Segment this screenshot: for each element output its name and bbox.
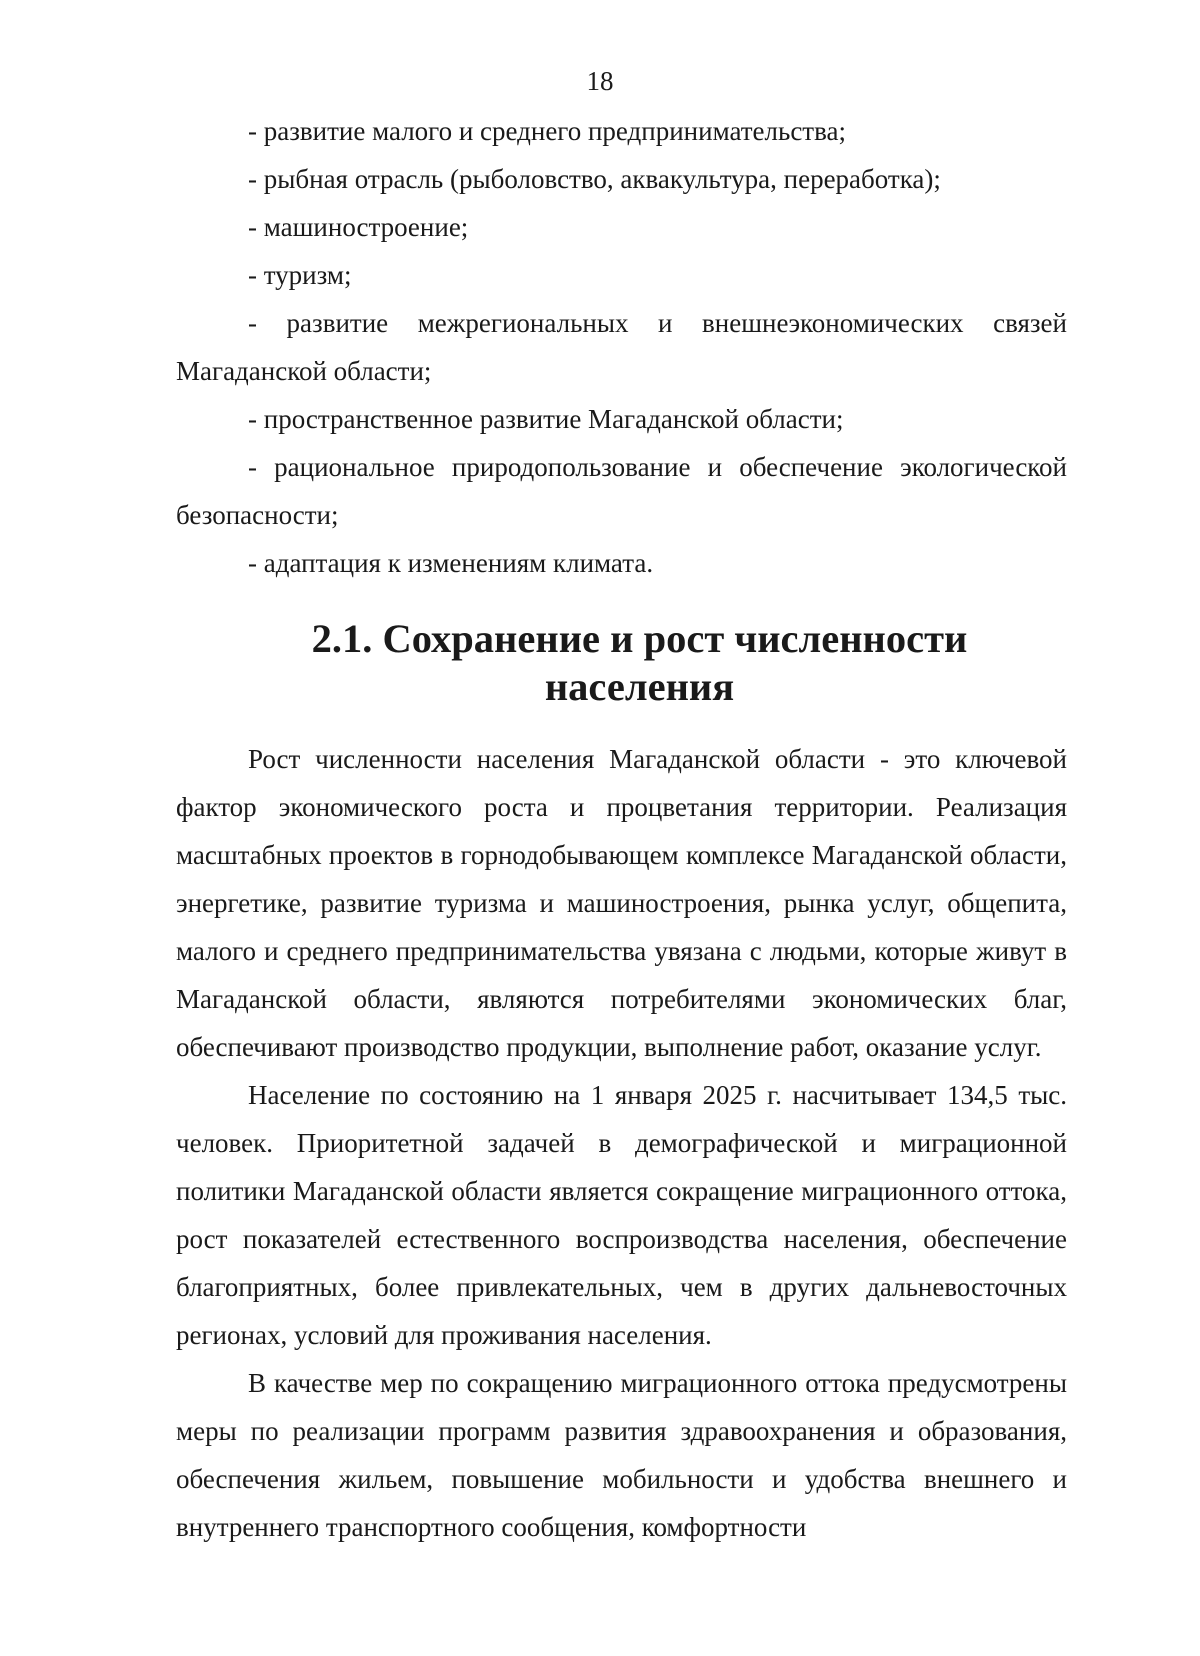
list-item: - туризм; <box>248 260 352 290</box>
list-item: - пространственное развитие Магаданской области; <box>248 404 844 434</box>
body-paragraph: В качестве мер по сокращению миграционного оттока предусмотрены меры по реализации программ развития здравоохранения и образования, обеспечения жильем, повышение мобильности и удобства внешнего и внутреннего транспортного сообщения, комфортности <box>176 1368 1067 1542</box>
list-item: - адаптация к изменениям климата. <box>248 548 654 578</box>
list-item: - развитие малого и среднего предпринимательства; <box>248 116 846 146</box>
page-number: 18 <box>586 66 614 96</box>
list-item: - развитие межрегиональных и внешнеэкономических связей Магаданской области; <box>176 308 1067 386</box>
list-item: - рыбная отрасль (рыболовство, аквакультура, переработка); <box>248 164 941 194</box>
section-heading: 2.1. Сохранение и рост численности населения <box>311 616 968 709</box>
body-paragraph: Население по состоянию на 1 января 2025 г. насчитывает 134,5 тыс. человек. Приоритетной задачей в демографической и миграционной политики Магаданской области является сокращение миграционного оттока, рост показателей естественного воспроизводства населения, обеспечение благоприятных, более привлекательных, чем в других дальневосточных регионах, условий для проживания населения. <box>176 1080 1067 1350</box>
list-item: - рациональное природопользование и обеспечение экологической безопасности; <box>176 452 1067 530</box>
list-item: - машиностроение; <box>248 212 469 242</box>
page-content <box>176 107 1067 1551</box>
body-paragraph: Рост численности населения Магаданской области - это ключевой фактор экономического роста и процветания территории. Реализация масштабных проектов в горнодобывающем комплексе Магаданской области, энергетике, развитие туризма и машиностроения, рынка услуг, общепита, малого и среднего предпринимательства увязана с людьми, которые живут в Магаданской области, являются потребителями экономических благ, обеспечивают производство продукции, выполнение работ, оказание услуг. <box>176 744 1067 1062</box>
